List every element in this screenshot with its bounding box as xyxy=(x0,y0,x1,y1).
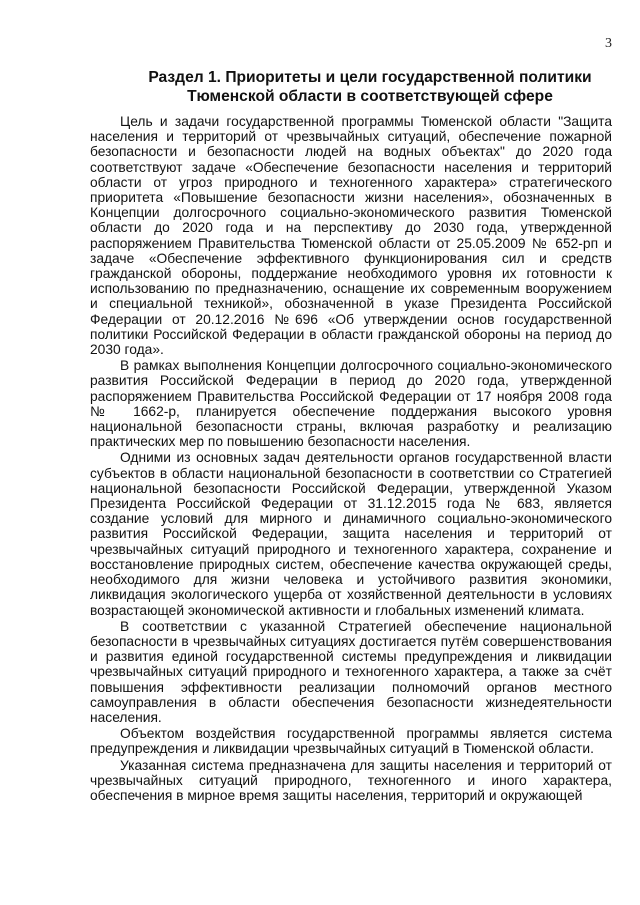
paragraph: Объектом воздействия государственной программы является система предупреждения и ликвидации чрезвычайных ситуаций в Тюменской области. xyxy=(90,726,612,757)
paragraph: Цель и задачи государственной программы Тюменской области "Защита населения и территорий от чрезвычайных ситуаций, обеспечение пожарной безопасности и безопасности людей на водных объектах" до 2020 года соответствуют задаче «Обеспечение безопасности населения и территорий области от угроз природного и техногенного характера» стратегического приоритета «Повышение безопасности жизни населения», обозначенных в Концепции долгосрочного социально-экономического развития Тюменской области до 2020 года и на перспективу до 2030 года, утвержденной распоряжением Правительства Тюменской области от 25.05.2009 № 652-рп и задаче «Обеспечение эффективного функционирования сил и средств гражданской обороны, поддержание необходимого уровня их готовности к использованию по предназначению, оснащение их современным вооружением и специальной техникой», обозначенной в указе Президента Российской Федерации от 20.12.2016 №696 «Об утверждении основ государственной политики Российской Федерации в области гражданской обороны на период до 2030 года». xyxy=(90,114,612,358)
body-text xyxy=(90,114,612,804)
section-heading-line-1: Раздел 1. Приоритеты и цели государственной политики xyxy=(148,69,592,86)
paragraph: В рамках выполнения Концепции долгосрочного социально-экономического развития Российской Федерации в период до 2020 года, утвержденной распоряжением Правительства Российской Федерации от 17 ноября 2008 года № 1662-р, планируется обеспечение поддержания высокого уровня национальной безопасности страны, включая разработку и реализацию практических мер по повышению безопасности населения. xyxy=(90,358,612,450)
paragraph: Указанная система предназначена для защиты населения и территорий от чрезвычайных ситуаций природного, техногенного и иного характера, обеспечения в мирное время защиты населения, территорий и окружающей xyxy=(90,757,612,803)
page-number: 3 xyxy=(605,36,612,51)
section-heading xyxy=(100,68,640,106)
paragraph: В соответствии с указанной Стратегией обеспечение национальной безопасности в чрезвычайных ситуациях достигается путём совершенствования и развития единой государственной системы предупреждения и ликвидации чрезвычайных ситуаций природного и техногенного характера, а также за счёт повышения эффективности реализации полномочий органов местного самоуправления в области обеспечения безопасности жизнедеятельности населения. xyxy=(90,618,612,725)
paragraph: Одними из основных задач деятельности органов государственной власти субъектов в области национальной безопасности в соответствии со Стратегией национальной безопасности Российской Федерации, утвержденной Указом Президента Российской Федерации от 31.12.2015 года № 683, является создание условий для мирного и динамичного социально-экономического развития Российской Федерации, защита населения и территорий от чрезвычайных ситуаций природного и техногенного характера, сохранение и восстановление природных систем, обеспечение качества окружающей среды, необходимого для жизни человека и устойчивого развития экономики, ликвидация экологического ущерба от хозяйственной деятельности в условиях возрастающей экономической активности и глобальных изменений климата. xyxy=(90,450,612,618)
section-heading-line-2: Тюменской области в соответствующей сфере xyxy=(187,88,553,105)
